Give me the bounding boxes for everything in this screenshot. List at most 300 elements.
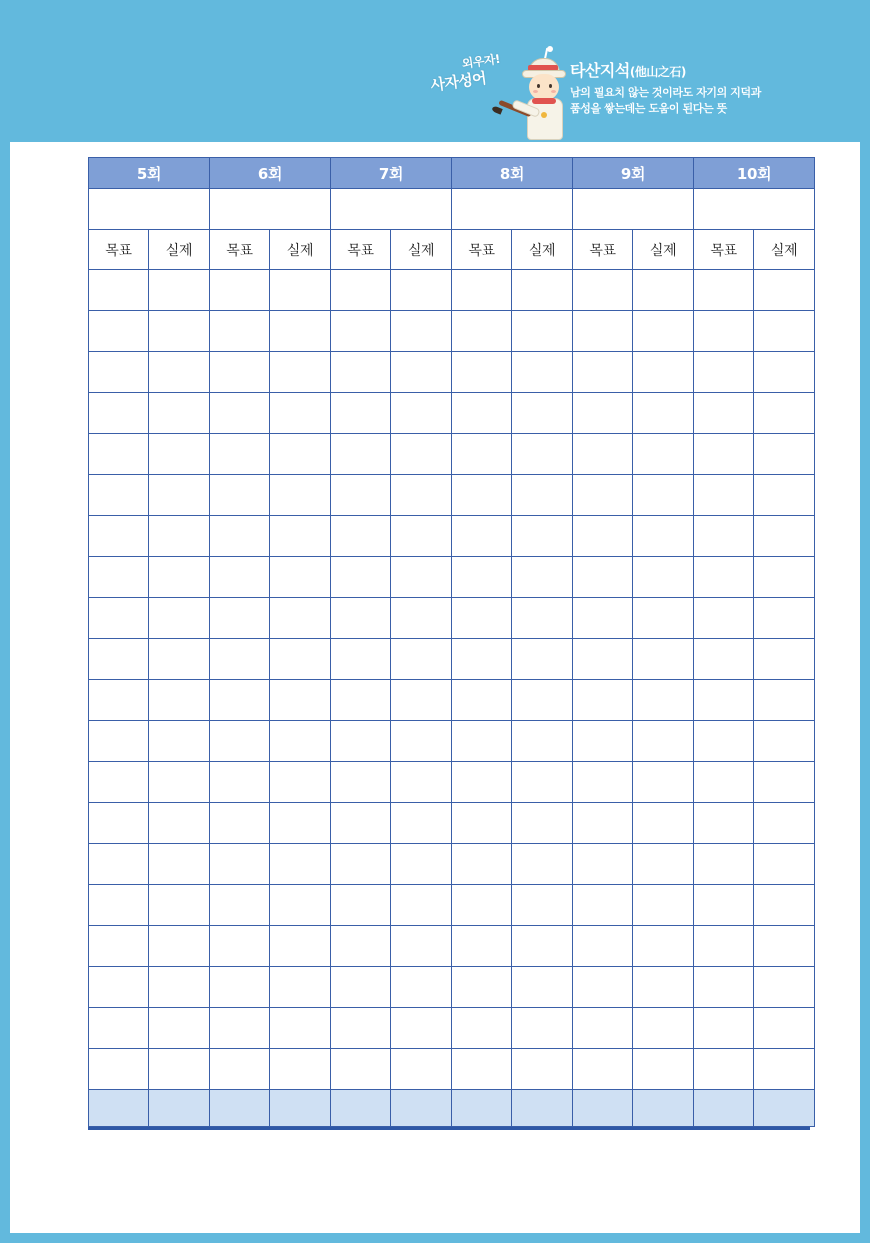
table-cell[interactable] <box>694 885 754 926</box>
table-cell[interactable] <box>452 270 512 311</box>
table-cell[interactable] <box>754 926 815 967</box>
table-cell[interactable] <box>391 721 452 762</box>
table-cell[interactable] <box>89 270 149 311</box>
session-header-7: 7회 <box>331 158 452 189</box>
table-cell[interactable] <box>633 926 694 967</box>
table-cell[interactable] <box>694 311 754 352</box>
table-cell[interactable] <box>694 1008 754 1049</box>
table-cell[interactable] <box>331 598 391 639</box>
table-cell[interactable] <box>89 557 149 598</box>
table-cell[interactable] <box>331 967 391 1008</box>
table-cell[interactable] <box>270 844 331 885</box>
table-cell[interactable] <box>270 721 331 762</box>
table-cell[interactable] <box>210 393 270 434</box>
table-cell[interactable] <box>149 762 210 803</box>
table-cell[interactable] <box>270 1049 331 1090</box>
table-cell[interactable] <box>512 270 573 311</box>
page-edge-left <box>0 0 10 1243</box>
table-cell[interactable] <box>210 762 270 803</box>
table-cell[interactable] <box>391 311 452 352</box>
table-cell[interactable] <box>210 475 270 516</box>
table-row <box>89 967 815 1008</box>
table-cell[interactable] <box>331 352 391 393</box>
table-cell[interactable] <box>512 557 573 598</box>
table-cell[interactable] <box>754 967 815 1008</box>
table-cell[interactable] <box>210 598 270 639</box>
table-cell[interactable] <box>512 1049 573 1090</box>
table-cell[interactable] <box>512 885 573 926</box>
table-cell[interactable] <box>573 926 633 967</box>
table-cell[interactable] <box>754 475 815 516</box>
table-cell[interactable] <box>89 639 149 680</box>
total-cell[interactable] <box>89 1090 149 1127</box>
idiom-title-hanja: (他山之石) <box>629 65 686 79</box>
table-row <box>89 680 815 721</box>
sub-header-actual-10: 실제 <box>754 230 815 270</box>
table-cell[interactable] <box>633 311 694 352</box>
table-cell[interactable] <box>512 639 573 680</box>
table-cell[interactable] <box>633 557 694 598</box>
table-cell[interactable] <box>694 1049 754 1090</box>
table-cell[interactable] <box>270 475 331 516</box>
header-banner <box>0 0 870 142</box>
session-note-8[interactable] <box>452 189 573 230</box>
table-cell[interactable] <box>149 270 210 311</box>
table-cell[interactable] <box>452 803 512 844</box>
table-cell[interactable] <box>149 352 210 393</box>
session-header-6: 6회 <box>210 158 331 189</box>
session-note-7[interactable] <box>331 189 452 230</box>
table-row <box>89 762 815 803</box>
table-cell[interactable] <box>149 434 210 475</box>
session-note-5[interactable] <box>89 189 210 230</box>
table-cell[interactable] <box>633 434 694 475</box>
table-cell[interactable] <box>89 475 149 516</box>
table-cell[interactable] <box>633 1049 694 1090</box>
table-cell[interactable] <box>391 926 452 967</box>
table-cell[interactable] <box>452 516 512 557</box>
table-cell[interactable] <box>391 639 452 680</box>
table-cell[interactable] <box>270 639 331 680</box>
table-cell[interactable] <box>331 434 391 475</box>
table-cell[interactable] <box>754 270 815 311</box>
table-cell[interactable] <box>694 598 754 639</box>
table-cell[interactable] <box>452 885 512 926</box>
table-cell[interactable] <box>573 680 633 721</box>
table-cell[interactable] <box>573 352 633 393</box>
table-cell[interactable] <box>149 639 210 680</box>
sub-header-actual-6: 실제 <box>270 230 331 270</box>
table-cell[interactable] <box>149 1008 210 1049</box>
table-row <box>89 803 815 844</box>
table-cell[interactable] <box>512 721 573 762</box>
table-cell[interactable] <box>391 1008 452 1049</box>
table-cell[interactable] <box>754 721 815 762</box>
table-cell[interactable] <box>391 393 452 434</box>
total-cell[interactable] <box>573 1090 633 1127</box>
table-cell[interactable] <box>89 1008 149 1049</box>
total-cell[interactable] <box>149 1090 210 1127</box>
mascot-button <box>541 112 547 118</box>
table-cell[interactable] <box>391 967 452 1008</box>
table-cell[interactable] <box>633 475 694 516</box>
table-cell[interactable] <box>573 516 633 557</box>
table-cell[interactable] <box>89 803 149 844</box>
table-cell[interactable] <box>210 516 270 557</box>
table-cell[interactable] <box>633 1008 694 1049</box>
table-cell[interactable] <box>694 762 754 803</box>
table-cell[interactable] <box>452 680 512 721</box>
table-cell[interactable] <box>633 598 694 639</box>
mascot-eye-left <box>537 84 540 88</box>
table-cell[interactable] <box>452 393 512 434</box>
page-edge-bottom <box>0 1233 870 1243</box>
table-cell[interactable] <box>633 803 694 844</box>
table-cell[interactable] <box>391 270 452 311</box>
table-cell[interactable] <box>452 639 512 680</box>
total-cell[interactable] <box>331 1090 391 1127</box>
total-cell[interactable] <box>270 1090 331 1127</box>
table-cell[interactable] <box>512 516 573 557</box>
table-cell[interactable] <box>573 598 633 639</box>
table-cell[interactable] <box>452 434 512 475</box>
table-cell[interactable] <box>210 270 270 311</box>
table-cell[interactable] <box>270 557 331 598</box>
table-cell[interactable] <box>331 1008 391 1049</box>
table-cell[interactable] <box>391 844 452 885</box>
table-row <box>89 311 815 352</box>
table-cell[interactable] <box>331 803 391 844</box>
table-cell[interactable] <box>754 434 815 475</box>
table-cell[interactable] <box>210 1049 270 1090</box>
study-plan-table <box>88 157 815 1127</box>
table-cell[interactable] <box>270 967 331 1008</box>
table-cell[interactable] <box>573 762 633 803</box>
table-cell[interactable] <box>210 434 270 475</box>
table-row <box>89 1049 815 1090</box>
table-cell[interactable] <box>573 721 633 762</box>
table-row <box>89 475 815 516</box>
table-cell[interactable] <box>391 1049 452 1090</box>
table-cell[interactable] <box>633 885 694 926</box>
table-cell[interactable] <box>331 1049 391 1090</box>
table-cell[interactable] <box>694 557 754 598</box>
sub-header-goal-10: 목표 <box>694 230 754 270</box>
table-cell[interactable] <box>754 311 815 352</box>
table-cell[interactable] <box>270 598 331 639</box>
table-row <box>89 434 815 475</box>
table-cell[interactable] <box>89 844 149 885</box>
table-cell[interactable] <box>754 352 815 393</box>
table-cell[interactable] <box>391 557 452 598</box>
table-cell[interactable] <box>694 393 754 434</box>
sub-header-row <box>89 230 815 270</box>
total-cell[interactable] <box>210 1090 270 1127</box>
table-cell[interactable] <box>270 352 331 393</box>
table-bottom-rule <box>88 1127 810 1130</box>
table-cell[interactable] <box>633 270 694 311</box>
table-cell[interactable] <box>270 434 331 475</box>
table-cell[interactable] <box>754 844 815 885</box>
table-cell[interactable] <box>391 680 452 721</box>
table-cell[interactable] <box>149 926 210 967</box>
table-cell[interactable] <box>512 1008 573 1049</box>
session-note-row <box>89 189 815 230</box>
table-cell[interactable] <box>694 352 754 393</box>
table-cell[interactable] <box>512 680 573 721</box>
table-cell[interactable] <box>452 1049 512 1090</box>
table-cell[interactable] <box>573 434 633 475</box>
table-cell[interactable] <box>89 516 149 557</box>
table-cell[interactable] <box>210 967 270 1008</box>
table-cell[interactable] <box>694 803 754 844</box>
session-note-9[interactable] <box>573 189 694 230</box>
sub-header-actual-9: 실제 <box>633 230 694 270</box>
idiom-title-korean: 타산지석 <box>570 61 630 80</box>
table-cell[interactable] <box>89 926 149 967</box>
table-cell[interactable] <box>89 352 149 393</box>
table-cell[interactable] <box>573 639 633 680</box>
table-cell[interactable] <box>694 844 754 885</box>
table-cell[interactable] <box>452 557 512 598</box>
table-cell[interactable] <box>452 475 512 516</box>
table-cell[interactable] <box>694 639 754 680</box>
table-cell[interactable] <box>512 844 573 885</box>
table-cell[interactable] <box>331 516 391 557</box>
total-cell[interactable] <box>633 1090 694 1127</box>
table-cell[interactable] <box>270 393 331 434</box>
table-cell[interactable] <box>573 844 633 885</box>
table-cell[interactable] <box>210 803 270 844</box>
table-cell[interactable] <box>270 516 331 557</box>
table-cell[interactable] <box>149 475 210 516</box>
total-cell[interactable] <box>391 1090 452 1127</box>
table-cell[interactable] <box>512 311 573 352</box>
table-cell[interactable] <box>633 516 694 557</box>
mascot-scarf <box>532 98 556 104</box>
table-cell[interactable] <box>633 844 694 885</box>
table-cell[interactable] <box>452 926 512 967</box>
table-cell[interactable] <box>391 762 452 803</box>
table-row <box>89 270 815 311</box>
table-cell[interactable] <box>452 1008 512 1049</box>
table-cell[interactable] <box>391 516 452 557</box>
table-cell[interactable] <box>694 721 754 762</box>
table-cell[interactable] <box>573 1049 633 1090</box>
table-cell[interactable] <box>633 352 694 393</box>
table-cell[interactable] <box>573 1008 633 1049</box>
table-cell[interactable] <box>754 557 815 598</box>
table-cell[interactable] <box>452 352 512 393</box>
session-header-10: 10회 <box>694 158 815 189</box>
table-cell[interactable] <box>270 270 331 311</box>
table-cell[interactable] <box>270 311 331 352</box>
total-cell[interactable] <box>694 1090 754 1127</box>
table-cell[interactable] <box>149 680 210 721</box>
table-cell[interactable] <box>270 680 331 721</box>
study-plan-table-wrapper <box>88 157 810 1130</box>
table-cell[interactable] <box>331 762 391 803</box>
table-cell[interactable] <box>210 1008 270 1049</box>
table-cell[interactable] <box>331 557 391 598</box>
table-cell[interactable] <box>149 598 210 639</box>
table-cell[interactable] <box>633 967 694 1008</box>
table-cell[interactable] <box>452 762 512 803</box>
table-cell[interactable] <box>331 639 391 680</box>
table-cell[interactable] <box>573 967 633 1008</box>
idiom-text-block <box>570 62 850 118</box>
table-cell[interactable] <box>512 352 573 393</box>
table-cell[interactable] <box>694 680 754 721</box>
table-cell[interactable] <box>512 434 573 475</box>
table-cell[interactable] <box>210 721 270 762</box>
table-cell[interactable] <box>210 352 270 393</box>
table-cell[interactable] <box>89 721 149 762</box>
total-row <box>89 1090 815 1127</box>
table-cell[interactable] <box>331 885 391 926</box>
table-cell[interactable] <box>89 311 149 352</box>
table-cell[interactable] <box>391 885 452 926</box>
table-cell[interactable] <box>452 311 512 352</box>
table-cell[interactable] <box>149 885 210 926</box>
total-cell[interactable] <box>754 1090 815 1127</box>
table-cell[interactable] <box>633 393 694 434</box>
table-cell[interactable] <box>754 598 815 639</box>
table-cell[interactable] <box>754 803 815 844</box>
table-cell[interactable] <box>694 270 754 311</box>
table-cell[interactable] <box>391 352 452 393</box>
table-cell[interactable] <box>754 639 815 680</box>
table-cell[interactable] <box>149 721 210 762</box>
table-cell[interactable] <box>633 762 694 803</box>
table-cell[interactable] <box>391 475 452 516</box>
table-cell[interactable] <box>694 926 754 967</box>
table-cell[interactable] <box>512 393 573 434</box>
sub-header-goal-9: 목표 <box>573 230 633 270</box>
page-edge-right <box>860 0 870 1243</box>
table-cell[interactable] <box>694 434 754 475</box>
table-cell[interactable] <box>210 557 270 598</box>
total-cell[interactable] <box>512 1090 573 1127</box>
table-cell[interactable] <box>512 598 573 639</box>
table-cell[interactable] <box>270 885 331 926</box>
table-cell[interactable] <box>573 311 633 352</box>
table-cell[interactable] <box>452 598 512 639</box>
table-cell[interactable] <box>694 967 754 1008</box>
table-cell[interactable] <box>633 680 694 721</box>
table-cell[interactable] <box>270 803 331 844</box>
table-cell[interactable] <box>149 1049 210 1090</box>
table-cell[interactable] <box>452 844 512 885</box>
table-cell[interactable] <box>512 967 573 1008</box>
table-cell[interactable] <box>331 926 391 967</box>
table-cell[interactable] <box>89 1049 149 1090</box>
table-cell[interactable] <box>331 475 391 516</box>
idiom-logo-line1: 외우자! <box>461 51 501 72</box>
table-cell[interactable] <box>331 311 391 352</box>
table-cell[interactable] <box>149 557 210 598</box>
table-cell[interactable] <box>512 475 573 516</box>
table-cell[interactable] <box>512 762 573 803</box>
table-cell[interactable] <box>754 393 815 434</box>
table-cell[interactable] <box>754 1008 815 1049</box>
table-cell[interactable] <box>452 967 512 1008</box>
table-cell[interactable] <box>512 803 573 844</box>
table-cell[interactable] <box>270 1008 331 1049</box>
table-cell[interactable] <box>754 885 815 926</box>
table-cell[interactable] <box>633 721 694 762</box>
table-cell[interactable] <box>89 885 149 926</box>
session-note-10[interactable] <box>694 189 815 230</box>
table-cell[interactable] <box>149 516 210 557</box>
table-cell[interactable] <box>270 762 331 803</box>
session-header-8: 8회 <box>452 158 573 189</box>
table-cell[interactable] <box>391 803 452 844</box>
table-cell[interactable] <box>391 434 452 475</box>
table-cell[interactable] <box>89 967 149 1008</box>
sub-header-actual-8: 실제 <box>512 230 573 270</box>
table-cell[interactable] <box>89 762 149 803</box>
table-cell[interactable] <box>331 393 391 434</box>
table-cell[interactable] <box>573 475 633 516</box>
table-cell[interactable] <box>149 311 210 352</box>
table-cell[interactable] <box>573 270 633 311</box>
table-row <box>89 639 815 680</box>
table-cell[interactable] <box>331 270 391 311</box>
table-cell[interactable] <box>89 598 149 639</box>
table-cell[interactable] <box>89 393 149 434</box>
table-cell[interactable] <box>754 762 815 803</box>
table-cell[interactable] <box>512 926 573 967</box>
table-cell[interactable] <box>270 926 331 967</box>
table-cell[interactable] <box>331 844 391 885</box>
table-cell[interactable] <box>89 434 149 475</box>
table-cell[interactable] <box>210 639 270 680</box>
table-cell[interactable] <box>573 885 633 926</box>
table-cell[interactable] <box>89 680 149 721</box>
idiom-logo-line2: 사자성어 <box>429 68 488 95</box>
table-row <box>89 1008 815 1049</box>
table-cell[interactable] <box>149 803 210 844</box>
table-cell[interactable] <box>754 680 815 721</box>
table-cell[interactable] <box>391 598 452 639</box>
table-cell[interactable] <box>210 926 270 967</box>
table-cell[interactable] <box>210 680 270 721</box>
table-cell[interactable] <box>452 721 512 762</box>
table-cell[interactable] <box>210 311 270 352</box>
table-cell[interactable] <box>754 1049 815 1090</box>
table-cell[interactable] <box>573 393 633 434</box>
total-cell[interactable] <box>452 1090 512 1127</box>
table-cell[interactable] <box>754 516 815 557</box>
table-cell[interactable] <box>633 639 694 680</box>
table-cell[interactable] <box>331 721 391 762</box>
sub-header-goal-8: 목표 <box>452 230 512 270</box>
table-cell[interactable] <box>331 680 391 721</box>
table-cell[interactable] <box>149 844 210 885</box>
table-cell[interactable] <box>573 557 633 598</box>
table-cell[interactable] <box>210 885 270 926</box>
table-cell[interactable] <box>149 393 210 434</box>
table-body <box>89 158 815 1127</box>
table-cell[interactable] <box>210 844 270 885</box>
table-cell[interactable] <box>149 967 210 1008</box>
session-note-6[interactable] <box>210 189 331 230</box>
table-cell[interactable] <box>694 516 754 557</box>
mascot-antenna-tip <box>547 46 553 52</box>
table-cell[interactable] <box>694 475 754 516</box>
table-cell[interactable] <box>573 803 633 844</box>
